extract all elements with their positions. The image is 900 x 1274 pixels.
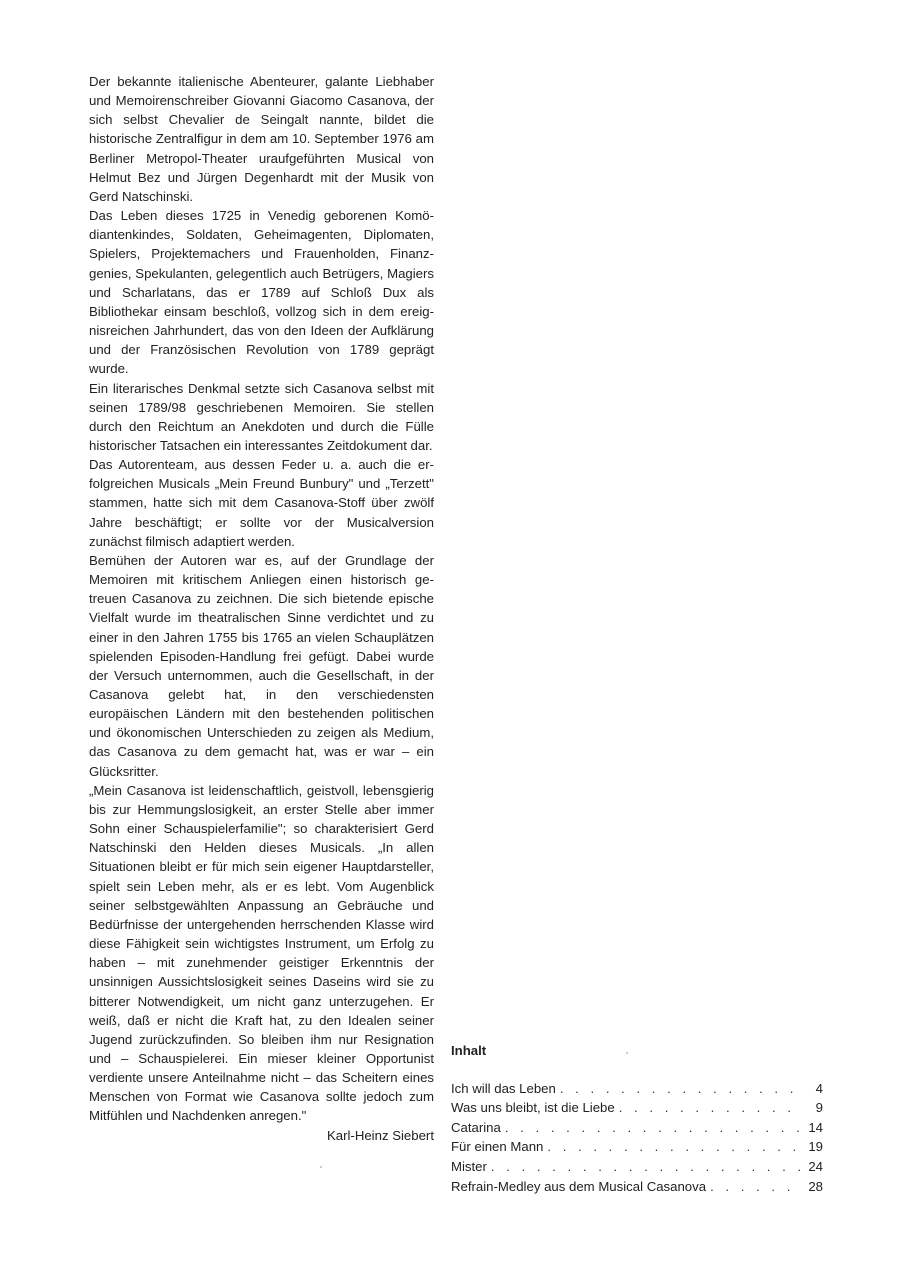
toc-entry-page: 4 [815, 1080, 823, 1096]
toc-entry-page: 24 [808, 1158, 823, 1174]
toc-leader-dots [619, 1098, 801, 1118]
toc-entry-page: 14 [808, 1119, 823, 1135]
article-paragraph: Ein literarisches Denkmal setzte sich Casanova selbst mit seinen 1789/98 geschriebenen Memoiren. Sie stellen durch den Reichtum an Anekdoten und durch die Fülle historischer Tatsachen ein interessantes Zeitdokument dar. [89, 380, 434, 453]
toc-entry-label: Catarina [451, 1119, 501, 1135]
toc-entry[interactable] [451, 1098, 823, 1118]
table-of-contents [451, 1041, 823, 1196]
toc-entry-label: Mister [451, 1158, 487, 1174]
toc-leader-dots [560, 1079, 801, 1099]
toc-entry[interactable] [451, 1157, 823, 1177]
toc-leader-dots [547, 1137, 801, 1157]
article-body [89, 72, 434, 1145]
scan-speck [626, 1052, 628, 1054]
toc-entry[interactable] [451, 1137, 823, 1157]
toc-entry-label: Für einen Mann [451, 1139, 544, 1155]
toc-entry-page: 19 [808, 1139, 823, 1155]
toc-leader-dots [710, 1177, 801, 1197]
article-paragraph: Das Leben dieses 1725 in Venedig geborenen Komödiantenkindes, Soldaten, Geheimagenten, Diplomaten, Spielers, Projektemachers und Frauenholden, Finanzgenies, Spekulanten, gelegentlich auch Betrügers, Magiers und Scharlatans, das er 1789 auf Schloß Dux als Bibliothekar einsam beschloß, vollzog sich in dem ereignisreichen Jahrhundert, das von den Ideen der Aufklärung und der Französischen Revolution von 1789 geprägt wurde. [89, 208, 434, 377]
toc-leader-dots [505, 1118, 801, 1138]
article-paragraph: Bemühen der Autoren war es, auf der Grundlage der Memoiren mit kritischem Anliegen einen historisch getreuen Casanova zu zeichnen. Die sich bietende epische Vielfalt wurde im theatralischen Sinne verdichtet und zu einer in den Jahren 1755 bis 1765 an vielen Schauplätzen spielenden Episoden-Handlung frei gefügt. Dabei wurde der Versuch unternommen, auch die Gesellschaft, in der Casanova gelebt hat, in den verschiedensten europäischen Ländern mit den bestehenden politischen und ökonomischen Unterschieden zu zeigen als Medium, das Casanova zu dem gemacht hat, was er war – ein Glücksritter. [89, 552, 434, 779]
author-signature: Karl-Heinz Siebert [326, 1127, 434, 1143]
toc-entry[interactable] [451, 1079, 823, 1099]
toc-entry-label: Ich will das Leben [451, 1080, 556, 1096]
article-paragraph: Der bekannte italienische Abenteurer, galante Liebhaber und Memoirenschreiber Giovanni Giacomo Casanova, der sich selbst Chevalier de Seingalt nannte, bildet die historische Zentralfigur in dem am 10. September 1976 am Berliner Metropol-Theater uraufgeführten Musical von Helmut Bez und Jürgen Degenhardt mit der Musik von Gerd Natschinski. [89, 74, 434, 204]
article-paragraph: „Mein Casanova ist leidenschaftlich, geistvoll, lebensgierig bis zur Hemmungslosigkeit, an erster Stelle aber immer Sohn einer Schauspielerfamilie"; so charakterisiert Gerd Natschinski den Helden dieses Musicals. „In allen Situationen bleibt er für mich sein eigener Hauptdarsteller, spielt sein Leben mehr, als er es lebt. Vom Augenblick seiner selbstgewählten Anpassung an Gebräuche und Bedürfnisse der untergehenden herrschenden Klasse wird diese Fähigkeit sein wichtigstes Instrument, um Erfolg zu haben – mit zunehmender geistiger Erkenntnis der unsinnigen Aussichtslosigkeit seines Daseins wird sie zu bitterer Notwendigkeit, um nicht ganz unterzugehen. Er weiß, daß er nicht die Kraft hat, zu den Idealen seiner Jugend zurückzufinden. So bleiben ihm nur Resignation und – Schauspielerei. Ein mieser kleiner Opportunist verdiente unsere Anteilnahme nicht – das Scheitern eines Menschen von Format wie Casanova sollte jedoch zum Mitfühlen und Nachdenken anregen." [89, 782, 434, 1124]
article-paragraph: Das Autorenteam, aus dessen Feder u. a. auch die erfolgreichen Musicals „Mein Freund Bunbury" und „Terzett" stammen, hatte sich mit dem Casanova-Stoff über zwölf Jahre beschäftigt; er sollte vor der Musicalversion zunächst filmisch adaptiert werden. [89, 457, 434, 549]
toc-entry-page: 28 [808, 1178, 823, 1194]
toc-entry[interactable] [451, 1118, 823, 1138]
toc-title: Inhalt [451, 1043, 487, 1058]
scan-speck [320, 1166, 322, 1168]
toc-entry-page: 9 [815, 1100, 823, 1116]
toc-entry-label: Was uns bleibt, ist die Liebe [451, 1100, 615, 1116]
toc-leader-dots [491, 1157, 801, 1177]
toc-entry[interactable] [451, 1177, 823, 1197]
toc-entry-label: Refrain-Medley aus dem Musical Casanova [451, 1178, 707, 1194]
